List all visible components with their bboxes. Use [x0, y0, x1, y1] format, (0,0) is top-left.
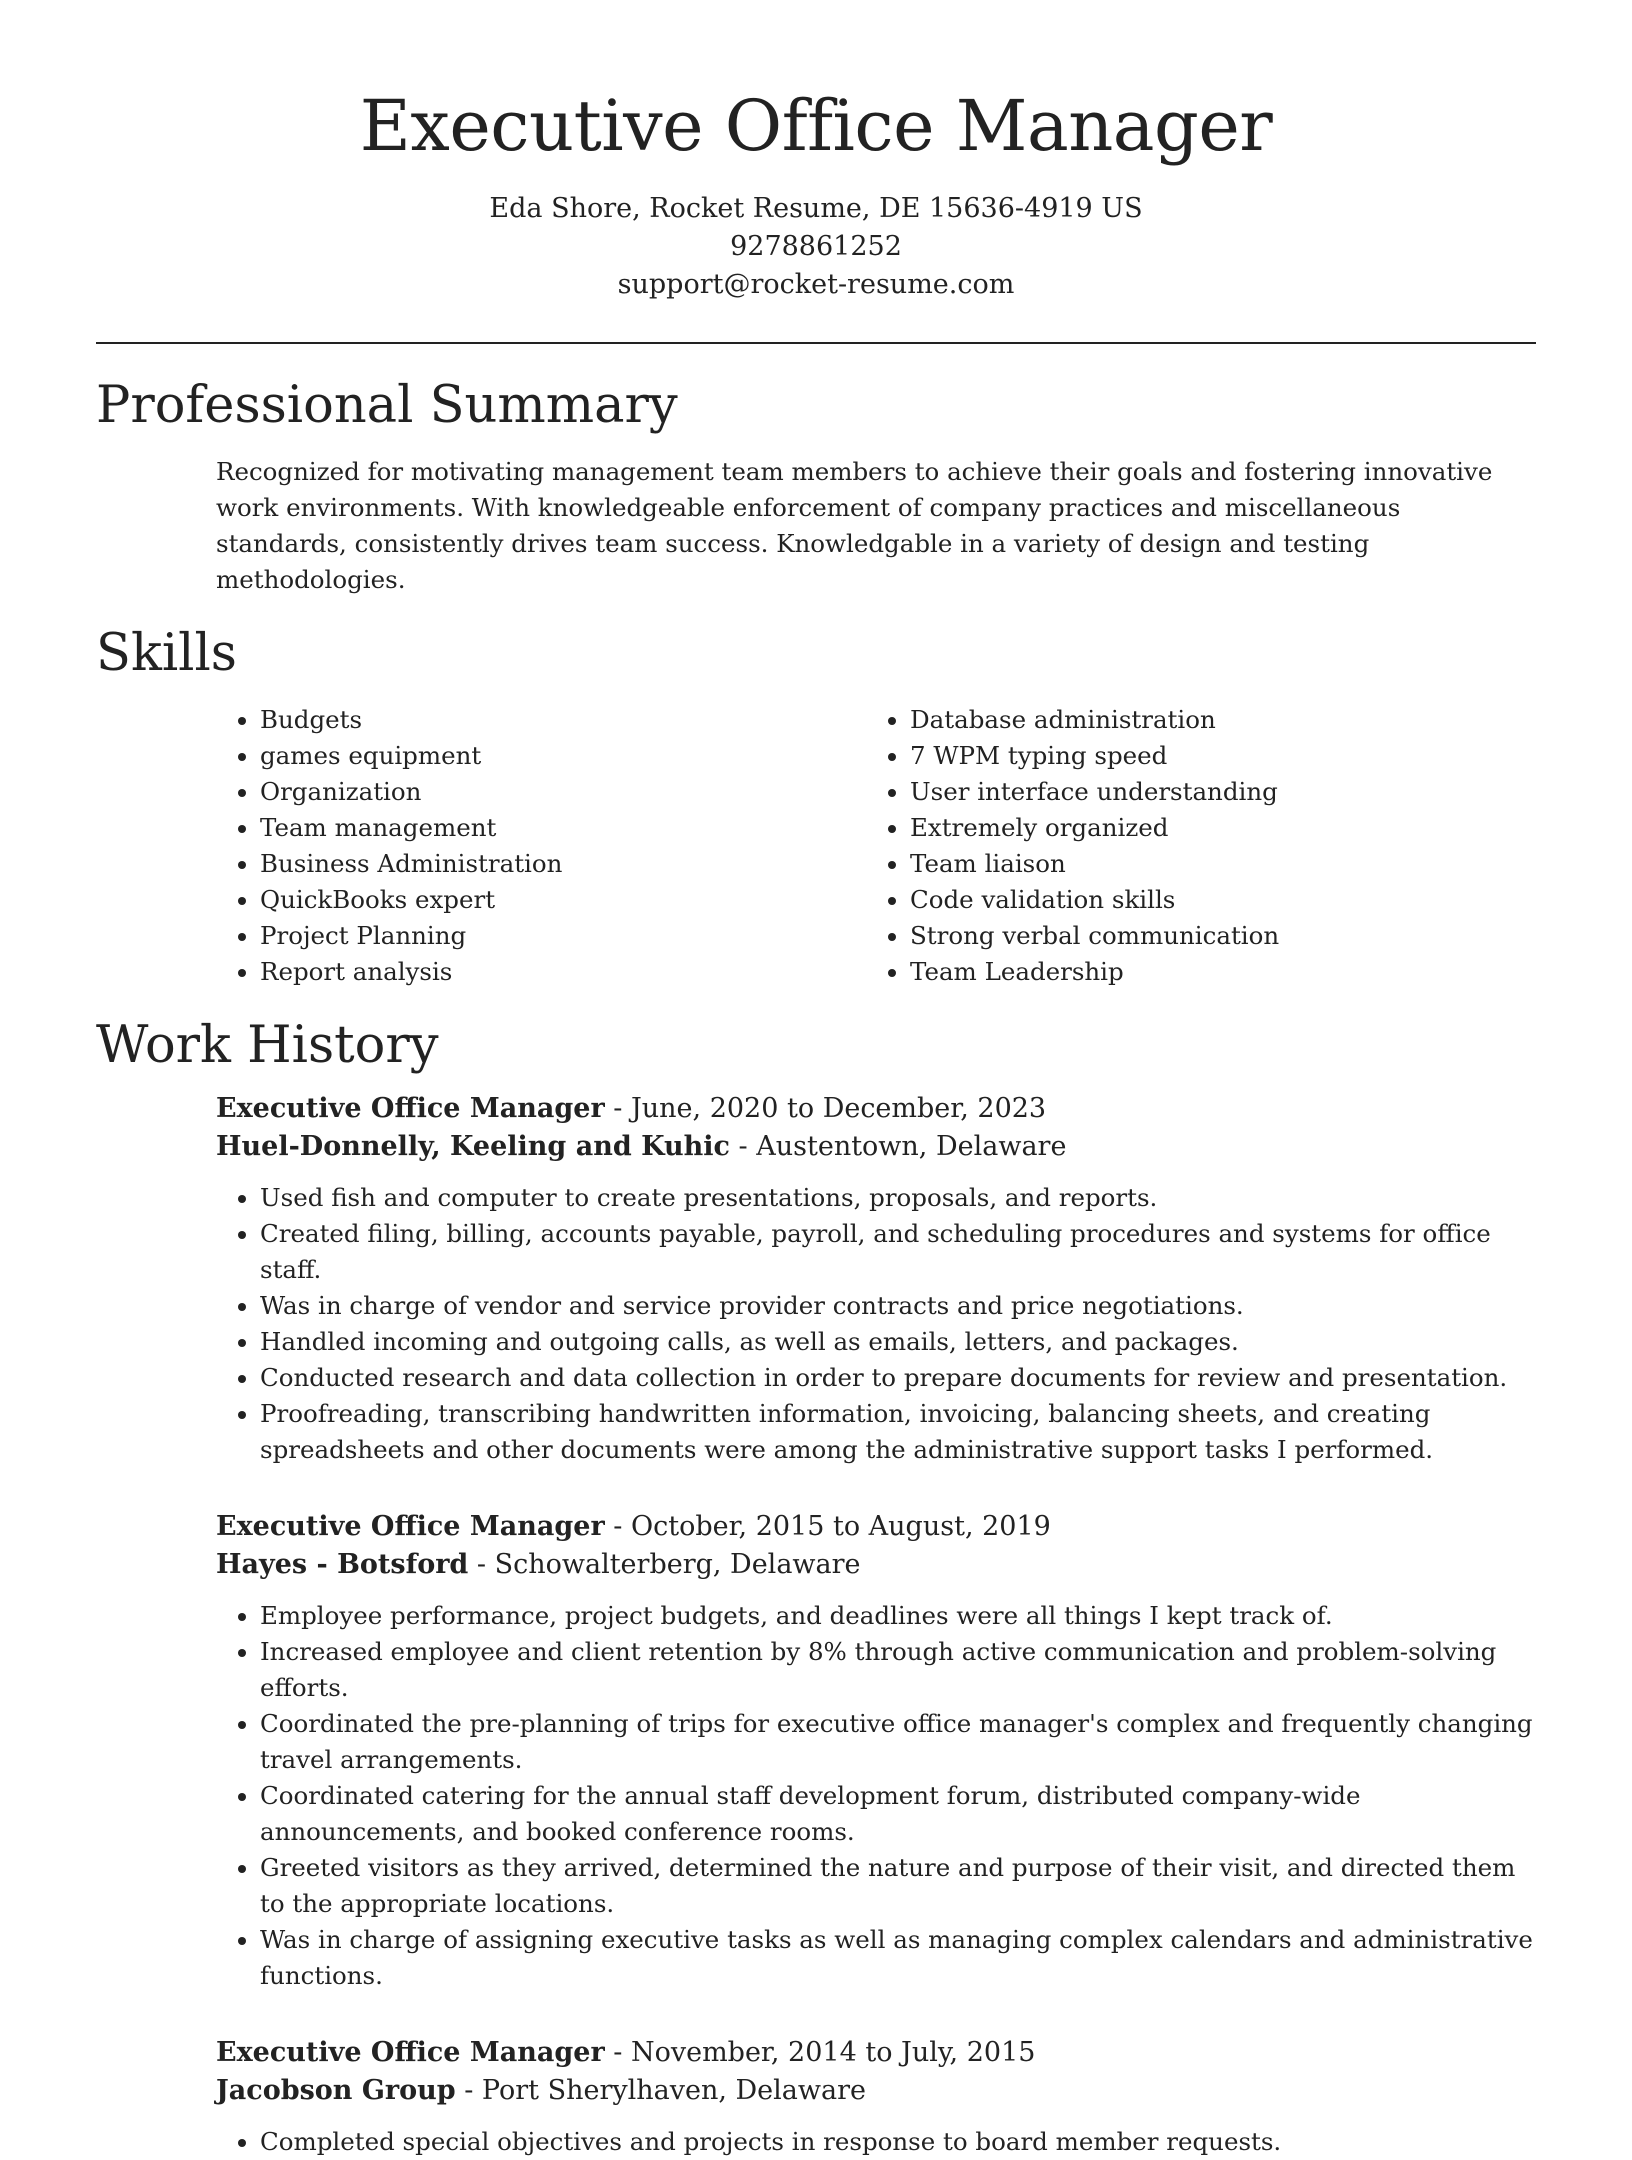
skill-item: • Strong verbal communication: [910, 918, 1516, 954]
resume-title: Executive Office Manager: [359, 85, 1273, 167]
job-duties: [216, 2124, 1536, 2160]
job-company: Huel-Donnelly, Keeling and Kuhic: [216, 1131, 730, 1162]
duty-item: • Conducted research and data collection in order to prepare documents for review and presentation.: [260, 1360, 1536, 1396]
skill-item: • Team Leadership: [910, 954, 1516, 990]
contact-phone: 9278861252: [730, 231, 902, 262]
summary-heading: Professional Summary: [96, 376, 678, 435]
skill-item: • Budgets: [260, 702, 866, 738]
duty-item: • Handled incoming and outgoing calls, as well as emails, letters, and packages.: [260, 1324, 1536, 1360]
job-location: - Austentown, Delaware: [729, 1131, 1067, 1162]
contact-info: [96, 190, 1536, 304]
duty-item: • Was in charge of vendor and service provider contracts and price negotiations.: [260, 1288, 1536, 1324]
job-duties: [216, 1180, 1536, 1468]
skill-item: • 7 WPM typing speed: [910, 738, 1516, 774]
job-entry: [216, 1090, 1536, 1468]
job-entry: [216, 2034, 1536, 2160]
job-company-line: [216, 1546, 1536, 1584]
skill-item: • Team management: [260, 810, 866, 846]
duty-item: • Was in charge of assigning executive tasks as well as managing complex calendars and administrative functions.: [260, 1922, 1536, 1994]
job-dates: - June, 2020 to December, 2023: [604, 1093, 1047, 1124]
job-location: - Port Sherylhaven, Delaware: [455, 2075, 866, 2106]
job-dates: - November, 2014 to July, 2015: [604, 2037, 1036, 2068]
job-location: - Schowalterberg, Delaware: [468, 1549, 861, 1580]
skill-item: • Business Administration: [260, 846, 866, 882]
job-company-line: [216, 1128, 1536, 1166]
job-title: Executive Office Manager: [216, 1093, 605, 1124]
work-history-section: [96, 1014, 1536, 2160]
job-title-line: [216, 1090, 1536, 1128]
duty-item: • Proofreading, transcribing handwritten information, invoicing, balancing sheets, and creating spreadsheets and other documents were among the administrative support tasks I performed.: [260, 1396, 1536, 1468]
contact-address: Eda Shore, Rocket Resume, DE 15636-4919 US: [489, 193, 1143, 224]
skill-item: • Project Planning: [260, 918, 866, 954]
job-title-line: [216, 1508, 1536, 1546]
skill-item: • User interface understanding: [910, 774, 1516, 810]
job-duties: [216, 1598, 1536, 1994]
job-company: Jacobson Group: [216, 2075, 456, 2106]
job-title-line: [216, 2034, 1536, 2072]
duty-item: • Employee performance, project budgets, and deadlines were all things I kept track of.: [260, 1598, 1536, 1634]
duty-item: • Completed special objectives and projects in response to board member requests.: [260, 2124, 1536, 2160]
contact-email: support@rocket-resume.com: [617, 269, 1015, 300]
resume-header: [96, 0, 1536, 304]
skill-item: • Report analysis: [260, 954, 866, 990]
job-entry: [216, 1508, 1536, 1994]
header-divider: [96, 342, 1536, 344]
job-company-line: [216, 2072, 1536, 2110]
skill-item: • QuickBooks expert: [260, 882, 866, 918]
summary-text: Recognized for motivating management team members to achieve their goals and fostering innovative work environments. With knowledgeable enforcement of company practices and miscellaneous standards, consistently drives team success. Knowledgable in a variety of design and testing methodologies.: [216, 457, 1493, 594]
skill-item: • Team liaison: [910, 846, 1516, 882]
job-title: Executive Office Manager: [216, 1511, 605, 1542]
duty-item: • Greeted visitors as they arrived, determined the nature and purpose of their visit, and directed them to the appropriate locations.: [260, 1850, 1536, 1922]
work-history-heading: Work History: [96, 1016, 439, 1075]
job-company: Hayes - Botsford: [216, 1549, 469, 1580]
skills-grid: [216, 702, 1536, 990]
skills-section: [96, 622, 1536, 990]
job-title: Executive Office Manager: [216, 2037, 605, 2068]
duty-item: • Increased employee and client retention by 8% through active communication and problem-solving efforts.: [260, 1634, 1536, 1706]
skill-item: • games equipment: [260, 738, 866, 774]
duty-item: • Coordinated the pre-planning of trips for executive office manager's complex and frequently changing travel arrangements.: [260, 1706, 1536, 1778]
skills-column-right: [866, 702, 1516, 990]
skill-item: • Organization: [260, 774, 866, 810]
skill-item: • Code validation skills: [910, 882, 1516, 918]
duty-item: • Used fish and computer to create presentations, proposals, and reports.: [260, 1180, 1536, 1216]
skills-column-left: [216, 702, 866, 990]
skill-item: • Database administration: [910, 702, 1516, 738]
duty-item: • Coordinated catering for the annual staff development forum, distributed company-wide announcements, and booked conference rooms.: [260, 1778, 1536, 1850]
skills-heading: Skills: [96, 624, 237, 683]
job-dates: - October, 2015 to August, 2019: [604, 1511, 1051, 1542]
skill-item: • Extremely organized: [910, 810, 1516, 846]
duty-item: • Created filing, billing, accounts payable, payroll, and scheduling procedures and systems for office staff.: [260, 1216, 1536, 1288]
summary-section: [96, 374, 1536, 598]
